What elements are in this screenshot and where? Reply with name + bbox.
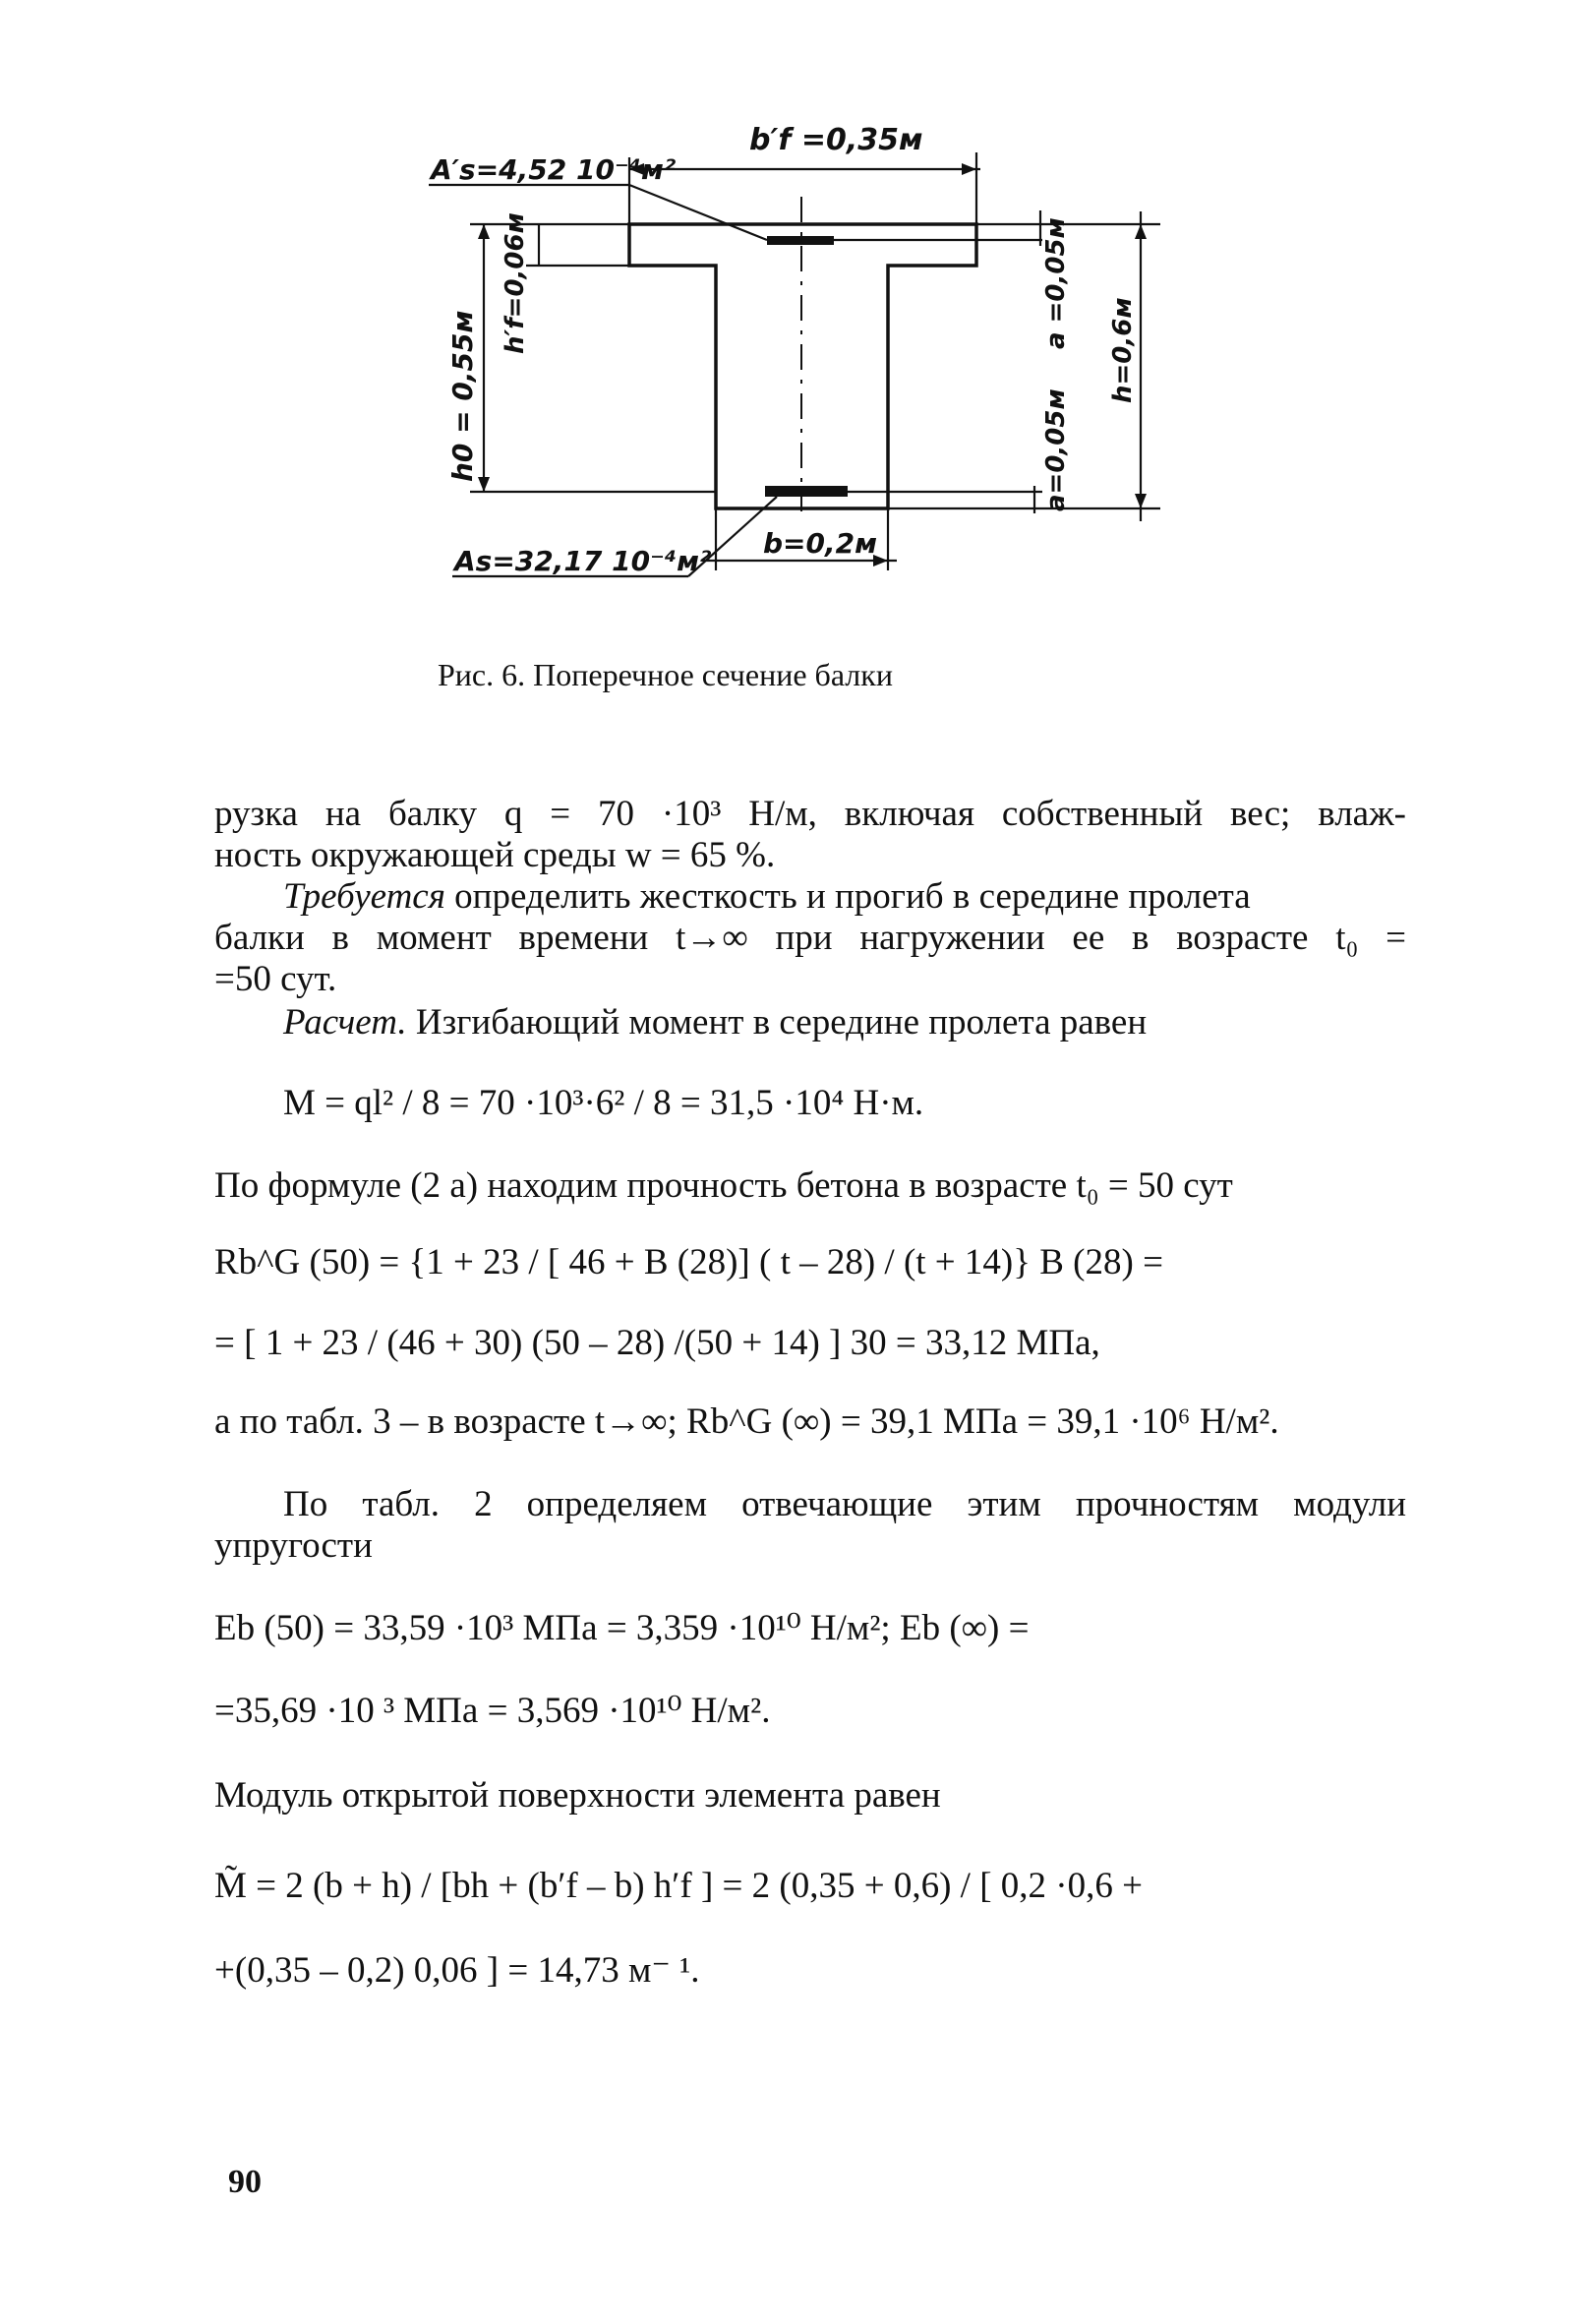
formula-line: = [ 1 + 23 / (46 + 30) (50 – 28) /(50 + 14) ] 30 = 33,12 МПа,: [214, 1323, 1100, 1363]
bf-label: b′f =0,35м: [749, 123, 923, 157]
text-line: [283, 1001, 1147, 1044]
top-rebar: [767, 236, 834, 245]
text-line: По табл. 2 определяем отвечающие этим прочностям модули: [283, 1484, 1406, 1524]
beam-cross-section-figure: [0, 0, 1592, 629]
formula-line: M̃ = 2 (b + h) / [bh + (b′f – b) h′f ] = 2 (0,35 + 0,6) / [ 0,2 ·0,6 +: [214, 1866, 1143, 1906]
text-line: рузка на балку q = 70 ·10³ Н/м, включая собственный вес; влаж-: [214, 794, 1406, 834]
figure-caption: Рис. 6. Поперечное сечение балки: [438, 657, 893, 692]
page-number: 90: [228, 2164, 262, 2200]
text-line: балки в момент времени t→∞ при нагружении ее в возрасте t₀ =: [214, 918, 1406, 958]
text-line: [283, 875, 1251, 919]
h-label: h=0,6м: [1108, 297, 1138, 403]
formula-line: Rb^G (50) = {1 + 23 / [ 46 + B (28)] ( t – 28) / (t + 14)} B (28) =: [214, 1242, 1163, 1282]
emphasis: Требуется: [283, 876, 445, 917]
text-span: определить жесткость и прогиб в середине пролета: [444, 876, 1251, 917]
text-line: Модуль открытой поверхности элемента равен: [214, 1775, 941, 1816]
text-line: =50 сут.: [214, 959, 337, 999]
as-bottom-label: As=32,17 10⁻⁴м²: [454, 545, 712, 577]
text-line: упругости: [214, 1525, 373, 1566]
a-top-label: a =0,05м: [1041, 217, 1071, 349]
formula-line: а по табл. 3 – в возрасте t→∞; Rb^G (∞) = 39,1 МПа = 39,1 ·10⁶ Н/м².: [214, 1401, 1279, 1442]
bottom-rebar: [765, 486, 848, 497]
text-line: По формуле (2 а) находим прочность бетона в возрасте t₀ = 50 сут: [214, 1165, 1233, 1206]
formula-line: +(0,35 – 0,2) 0,06 ] = 14,73 м⁻ ¹.: [214, 1950, 700, 1991]
text-line: ность окружающей среды w = 65 %.: [214, 835, 776, 875]
hf-label: h′f=0,06м: [501, 212, 530, 354]
formula-line: Eb (50) = 33,59 ·10³ МПа = 3,359 ·10¹⁰ Н/м²; Eb (∞) =: [214, 1608, 1030, 1648]
b-label: b=0,2м: [763, 527, 877, 560]
formula-line: =35,69 ·10 ³ МПа = 3,569 ·10¹⁰ Н/м².: [214, 1691, 771, 1731]
emphasis: Расчет.: [283, 1002, 407, 1043]
text-span: Изгибающий момент в середине пролета равен: [406, 1002, 1148, 1043]
a-bottom-label: a=0,05м: [1041, 388, 1071, 511]
formula-line: M = ql² / 8 = 70 ·10³·6² / 8 = 31,5 ·10⁴ Н·м.: [283, 1083, 924, 1123]
as-top-label: A′s=4,52 10⁻⁴м²: [431, 153, 677, 186]
h0-label: h0 = 0,55м: [446, 310, 479, 482]
